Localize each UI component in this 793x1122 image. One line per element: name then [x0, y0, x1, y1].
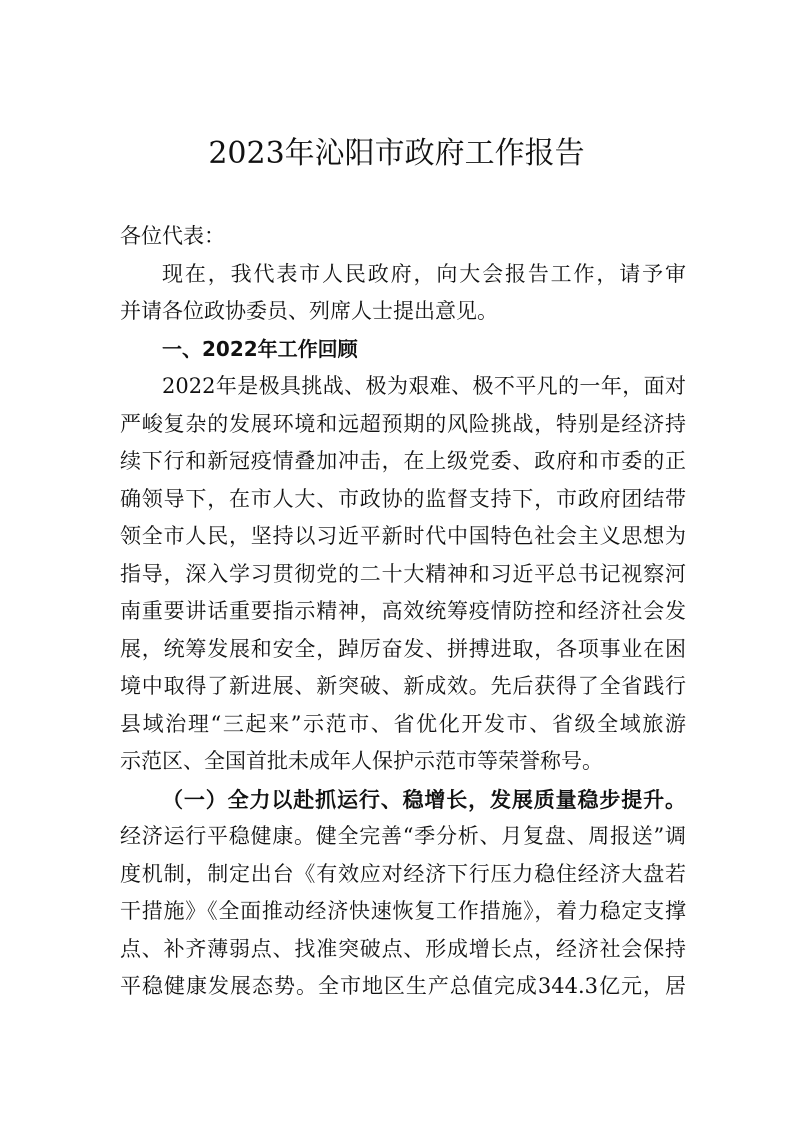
- paragraph-line: 严峻复杂的发展环境和远超预期的风险挑战，特别是经济持: [120, 411, 686, 436]
- subsection-heading: （一）全力以赴抓运行、稳增长，发展质量稳步提升。: [162, 786, 686, 812]
- document-body: [120, 218, 686, 1006]
- paragraph-line: 境中取得了新进展、新突破、新成效。先后获得了全省践行: [120, 674, 686, 698]
- document-title: 2023年沁阳市政府工作报告: [208, 136, 585, 171]
- section-heading: 一、2022年工作回顾: [162, 336, 358, 361]
- paragraph-line: 2022年是极具挑战、极为艰难、极不平凡的一年，面对: [162, 374, 686, 398]
- paragraph-line: 指导，深入学习贯彻党的二十大精神和习近平总书记视察河: [120, 561, 686, 586]
- paragraph-line: 点、补齐薄弱点、找准突破点、形成增长点，经济社会保持: [120, 936, 686, 961]
- salutation: 各位代表：: [120, 224, 225, 248]
- paragraph-line: 南重要讲话重要指示精神，高效统筹疫情防控和经济社会发: [120, 599, 686, 623]
- intro-line: 并请各位政协委员、列席人士提出意见。: [120, 299, 498, 323]
- paragraph-line: 经济运行平稳健康。健全完善“季分析、月复盘、周报送”调: [120, 824, 686, 848]
- paragraph-line: 确领导下，在市人大、市政协的监督支持下，市政府团结带: [120, 486, 686, 511]
- paragraph-line: 平稳健康发展态势。全市地区生产总值完成344.3亿元，居: [120, 974, 686, 998]
- paragraph-line: 续下行和新冠疫情叠加冲击，在上级党委、政府和市委的正: [120, 449, 686, 473]
- paragraph-line: 展，统筹发展和安全，踔厉奋发、拼搏进取，各项事业在困: [120, 636, 686, 661]
- intro-line: 现在，我代表市人民政府，向大会报告工作，请予审: [162, 261, 686, 286]
- paragraph-line: 度机制，制定出台《有效应对经济下行压力稳住经济大盘若: [120, 861, 686, 886]
- paragraph-line: 领全市人民，坚持以习近平新时代中国特色社会主义思想为: [120, 524, 686, 548]
- paragraph-line: 干措施》《全面推动经济快速恢复工作措施》，着力稳定支撑: [120, 899, 686, 923]
- paragraph-line: 县域治理“三起来”示范市、省优化开发市、省级全域旅游: [120, 711, 686, 736]
- paragraph-line: 示范区、全国首批未成年人保护示范市等荣誉称号。: [120, 749, 603, 773]
